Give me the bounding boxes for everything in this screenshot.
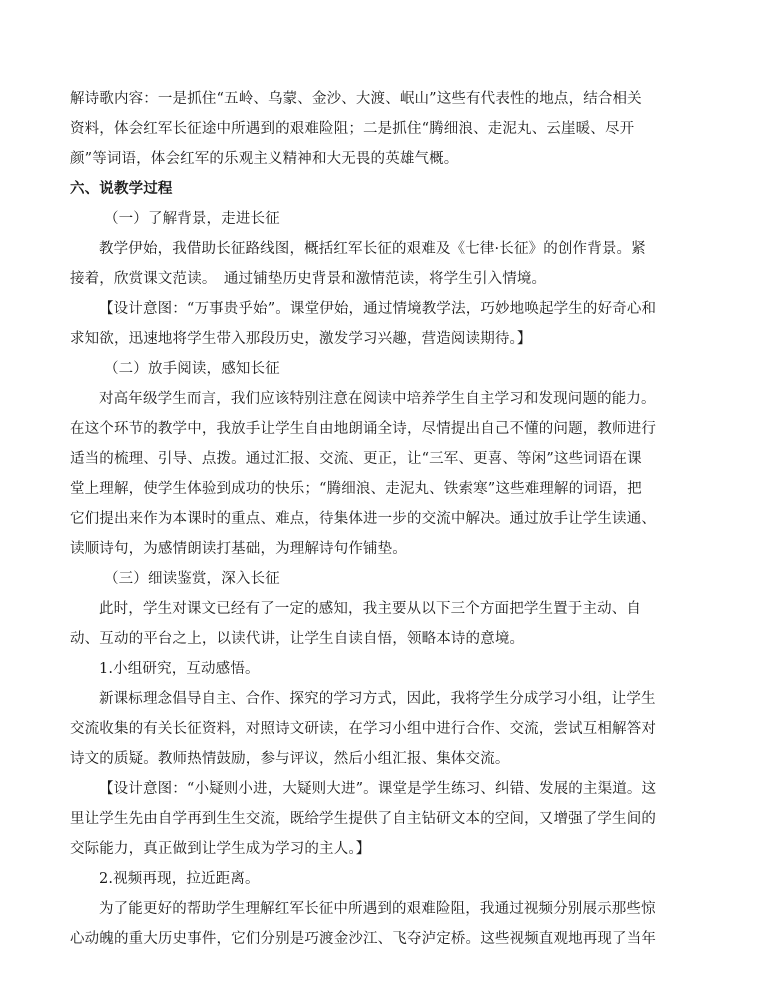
paragraph-line: 颜”等词语，体会红军的乐观主义精神和大无畏的英雄气概。 — [70, 151, 459, 167]
section-heading: 六、说教学过程 — [70, 180, 173, 197]
design-intent-line: 求知欲，迅速地将学生带入那段历史，激发学习兴趣，营造阅读期待。】 — [70, 331, 532, 347]
paragraph-line: 为了能更好的帮助学生理解红军长征中所遇到的艰难险阻，我通过视频分别展示那些惊 — [99, 901, 656, 917]
paragraph-line: 交流收集的有关长征资料，对照诗文研读，在学习小组中进行合作、交流，尝试互相解答对 — [70, 721, 656, 737]
numbered-item-heading: 2.视频再现，拉近距离。 — [99, 871, 260, 887]
paragraph-line: 对高年级学生而言，我们应该特别注意在阅读中培养学生自主学习和发现问题的能力。 — [99, 391, 656, 407]
subsection-heading: （三）细读鉴赏，深入长征 — [104, 571, 280, 587]
paragraph-line: 动、互动的平台之上，以读代讲，让学生自读自悟，领略本诗的意境。 — [70, 631, 525, 647]
paragraph-line: 在这个环节的教学中，我放手让学生自由地朗诵全诗，尽情提出自己不懂的问题，教师进行 — [70, 421, 656, 437]
paragraph-line: 接着，欣赏课文范读。 通过铺垫历史背景和激情范读，将学生引入情境。 — [70, 271, 547, 287]
paragraph-line: 心动魄的重大历史事件，它们分别是巧渡金沙江、飞夺泸定桥。这些视频直观地再现了当年 — [70, 931, 656, 947]
paragraph-line: 适当的梳理、引导、点拨。通过汇报、交流、更正，让“三军、更喜、等闲”这些词语在课 — [70, 451, 642, 467]
design-intent-line: 交际能力，真正做到让学生成为学习的主人。】 — [70, 841, 371, 857]
paragraph-line: 资料，体会红军长征途中所遇到的艰难险阻；二是抓住“腾细浪、走泥丸、云崖暖、尽开 — [70, 121, 635, 137]
numbered-item-heading: 1.小组研究，互动感悟。 — [99, 661, 260, 677]
paragraph-line: 新课标理念倡导自主、合作、探究的学习方式，因此，我将学生分成学习小组，让学生 — [99, 691, 656, 707]
document-page — [70, 84, 700, 954]
subsection-heading: （二）放手阅读，感知长征 — [104, 361, 280, 377]
paragraph-line: 堂上理解，使学生体验到成功的快乐；“腾细浪、走泥丸、铁索寒”这些难理解的词语，把 — [70, 481, 642, 497]
subsection-heading: （一）了解背景，走进长征 — [104, 211, 280, 227]
paragraph-line: 它们提出来作为本课时的重点、难点，待集体进一步的交流中解决。通过放手让学生读通、 — [70, 511, 656, 527]
design-intent-line: 【设计意图：“万事贵乎始”。课堂伊始，通过情境教学法，巧妙地唤起学生的好奇心和 — [99, 301, 657, 317]
design-intent-line: 里让学生先由自学再到生生交流，既给学生提供了自主钻研文本的空间，又增强了学生间的 — [70, 811, 656, 827]
paragraph-line: 诗文的质疑。教师热情鼓励，参与评议，然后小组汇报、集体交流。 — [70, 751, 510, 767]
design-intent-line: 【设计意图：“小疑则小进，大疑则大进”。课堂是学生练习、纠错、发展的主渠道。这 — [99, 781, 657, 797]
paragraph-line: 读顺诗句，为感情朗读打基础，为理解诗句作铺垫。 — [70, 541, 407, 557]
paragraph-line: 解诗歌内容：一是抓住“五岭、乌蒙、金沙、大渡、岷山”这些有代表性的地点，结合相关 — [70, 91, 642, 107]
paragraph-line: 此时，学生对课文已经有了一定的感知，我主要从以下三个方面把学生置于主动、自 — [99, 601, 642, 617]
paragraph-line: 教学伊始，我借助长征路线图，概括红军长征的艰难及《七律·长征》的创作背景。紧 — [99, 241, 646, 257]
